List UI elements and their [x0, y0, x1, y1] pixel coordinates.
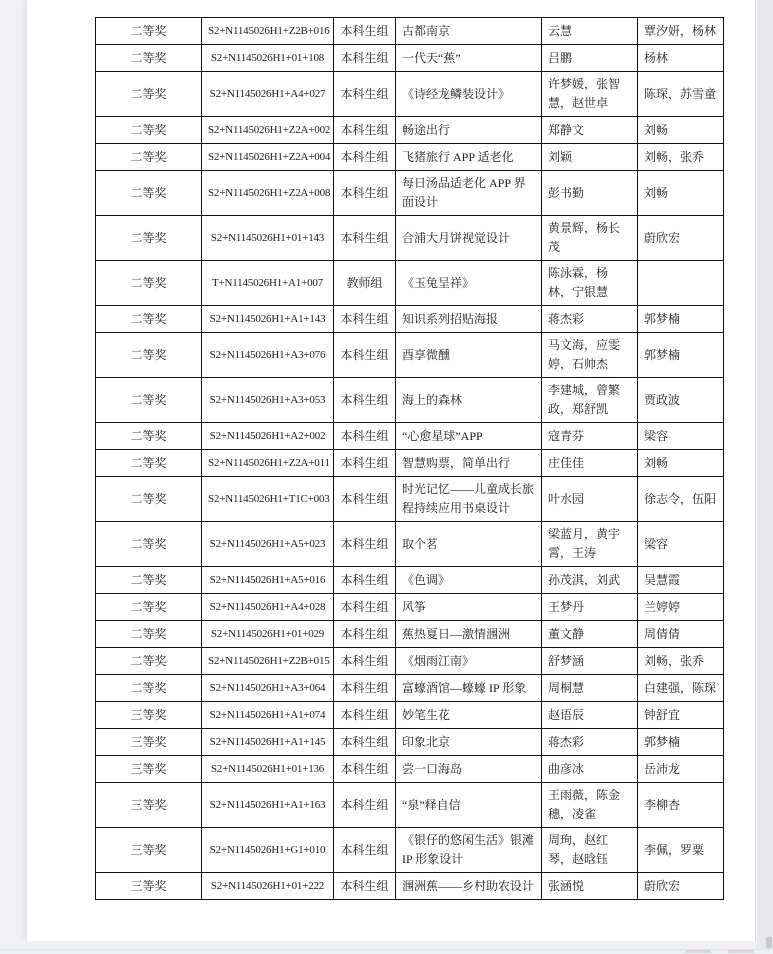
authors-cell: 张涵悦: [542, 873, 638, 900]
awards-table-body: [96, 18, 724, 900]
authors-cell: 黄景辉，杨长茂: [542, 216, 638, 261]
authors-cell: 彭书勤: [542, 171, 638, 216]
horizontal-scrollbar-thumb[interactable]: [685, 950, 711, 953]
title-cell: 智慧购票，简单出行: [396, 450, 542, 477]
table-row: [96, 333, 724, 378]
right-margin-area: [757, 0, 773, 954]
authors-cell: 赵语辰: [542, 702, 638, 729]
authors-cell: 周珣，赵红琴，赵晗钰: [542, 828, 638, 873]
group-cell: 本科生组: [334, 873, 396, 900]
advisors-cell: 刘畅，张乔: [638, 144, 724, 171]
authors-cell: 孙茂淇，刘武: [542, 567, 638, 594]
group-cell: 本科生组: [334, 450, 396, 477]
award-cell: 三等奖: [96, 783, 202, 828]
group-cell: 本科生组: [334, 828, 396, 873]
table-row: [96, 873, 724, 900]
award-cell: 二等奖: [96, 333, 202, 378]
table-row: [96, 378, 724, 423]
advisors-cell: 杨林: [638, 45, 724, 72]
code-cell: S2+N1145026H1+01+143: [202, 216, 334, 261]
authors-cell: 许梦媛，张智慧，赵世卓: [542, 72, 638, 117]
title-cell: 知识系列招贴海报: [396, 306, 542, 333]
group-cell: 本科生组: [334, 675, 396, 702]
advisors-cell: 刘畅: [638, 171, 724, 216]
code-cell: S2+N1145026H1+Z2A+008: [202, 171, 334, 216]
award-cell: 二等奖: [96, 117, 202, 144]
code-cell: S2+N1145026H1+A4+028: [202, 594, 334, 621]
award-cell: 二等奖: [96, 621, 202, 648]
advisors-cell: 蔚欣宏: [638, 216, 724, 261]
title-cell: 富蠔酒馆—蠔蠔 IP 形象: [396, 675, 542, 702]
awards-table: [95, 17, 724, 900]
code-cell: S2+N1145026H1+A5+023: [202, 522, 334, 567]
advisors-cell: 岳沛龙: [638, 756, 724, 783]
award-cell: 二等奖: [96, 594, 202, 621]
table-row: [96, 675, 724, 702]
title-cell: 《诗经龙鳞装设计》: [396, 72, 542, 117]
document-page: [27, 0, 756, 941]
table-row: [96, 729, 724, 756]
code-cell: S2+N1145026H1+A1+074: [202, 702, 334, 729]
table-row: [96, 828, 724, 873]
title-cell: 妙笔生花: [396, 702, 542, 729]
code-cell: S2+N1145026H1+01+136: [202, 756, 334, 783]
title-cell: 风筝: [396, 594, 542, 621]
advisors-cell: [638, 261, 724, 306]
authors-cell: 董文静: [542, 621, 638, 648]
code-cell: S2+N1145026H1+01+222: [202, 873, 334, 900]
group-cell: 本科生组: [334, 783, 396, 828]
award-cell: 二等奖: [96, 423, 202, 450]
title-cell: 酉享微醺: [396, 333, 542, 378]
group-cell: 本科生组: [334, 18, 396, 45]
authors-cell: 寇青芬: [542, 423, 638, 450]
advisors-cell: 郭梦楠: [638, 306, 724, 333]
title-cell: 《色调》: [396, 567, 542, 594]
group-cell: 本科生组: [334, 756, 396, 783]
authors-cell: 王雨薇，陈金穗，凌雀: [542, 783, 638, 828]
award-cell: 二等奖: [96, 450, 202, 477]
table-row: [96, 522, 724, 567]
table-row: [96, 567, 724, 594]
table-row: [96, 756, 724, 783]
title-cell: 取个茗: [396, 522, 542, 567]
advisors-cell: 梁容: [638, 522, 724, 567]
award-cell: 二等奖: [96, 45, 202, 72]
award-cell: 二等奖: [96, 648, 202, 675]
code-cell: S2+N1145026H1+A3+064: [202, 675, 334, 702]
authors-cell: 庄佳佳: [542, 450, 638, 477]
table-row: [96, 783, 724, 828]
horizontal-scrollbar-track[interactable]: [0, 949, 773, 954]
award-cell: 二等奖: [96, 171, 202, 216]
code-cell: S2+N1145026H1+A1+143: [202, 306, 334, 333]
group-cell: 教师组: [334, 261, 396, 306]
award-cell: 二等奖: [96, 306, 202, 333]
table-row: [96, 72, 724, 117]
horizontal-scrollbar-thumb[interactable]: [728, 950, 754, 953]
advisors-cell: 刘畅: [638, 117, 724, 144]
table-row: [96, 18, 724, 45]
title-cell: 《银仔的悠闲生活》银滩 IP 形象设计: [396, 828, 542, 873]
authors-cell: 蒋杰彩: [542, 306, 638, 333]
award-cell: 二等奖: [96, 72, 202, 117]
table-row: [96, 594, 724, 621]
authors-cell: 郑静文: [542, 117, 638, 144]
group-cell: 本科生组: [334, 621, 396, 648]
title-cell: 印象北京: [396, 729, 542, 756]
authors-cell: 曲彦冰: [542, 756, 638, 783]
title-cell: 时光记忆——儿童成长旅程持续应用书桌设计: [396, 477, 542, 522]
group-cell: 本科生组: [334, 72, 396, 117]
code-cell: S2+N1145026H1+Z2B+015: [202, 648, 334, 675]
award-cell: 二等奖: [96, 378, 202, 423]
authors-cell: 舒梦涵: [542, 648, 638, 675]
group-cell: 本科生组: [334, 648, 396, 675]
award-cell: 二等奖: [96, 567, 202, 594]
code-cell: S2+N1145026H1+01+029: [202, 621, 334, 648]
group-cell: 本科生组: [334, 216, 396, 261]
vertical-scrollbar-thumb[interactable]: [766, 937, 772, 948]
code-cell: S2+N1145026H1+Z2A+002: [202, 117, 334, 144]
table-row: [96, 171, 724, 216]
title-cell: 蕉热夏日—激情涠洲: [396, 621, 542, 648]
title-cell: 一代天“蕉”: [396, 45, 542, 72]
group-cell: 本科生组: [334, 423, 396, 450]
award-cell: 二等奖: [96, 144, 202, 171]
code-cell: S2+N1145026H1+A3+076: [202, 333, 334, 378]
title-cell: 每日汤品适老化 APP 界面设计: [396, 171, 542, 216]
advisors-cell: 陈琛，苏雪童: [638, 72, 724, 117]
title-cell: 合浦大月饼视觉设计: [396, 216, 542, 261]
authors-cell: 李建城，曾繁政，郑舒凯: [542, 378, 638, 423]
table-row: [96, 45, 724, 72]
advisors-cell: 徐志令，伍阳: [638, 477, 724, 522]
group-cell: 本科生组: [334, 144, 396, 171]
award-cell: 三等奖: [96, 828, 202, 873]
advisors-cell: 钟舒宜: [638, 702, 724, 729]
code-cell: S2+N1145026H1+Z2A+011: [202, 450, 334, 477]
title-cell: 《玉兔呈祥》: [396, 261, 542, 306]
group-cell: 本科生组: [334, 333, 396, 378]
table-row: [96, 306, 724, 333]
advisors-cell: 梁容: [638, 423, 724, 450]
award-cell: 二等奖: [96, 522, 202, 567]
award-cell: 三等奖: [96, 873, 202, 900]
advisors-cell: 蔚欣宏: [638, 873, 724, 900]
group-cell: 本科生组: [334, 522, 396, 567]
award-cell: 二等奖: [96, 261, 202, 306]
table-row: [96, 621, 724, 648]
code-cell: S2+N1145026H1+Z2B+016: [202, 18, 334, 45]
authors-cell: 云慧: [542, 18, 638, 45]
authors-cell: 陈泳霖，杨林，宁银慧: [542, 261, 638, 306]
table-row: [96, 117, 724, 144]
advisors-cell: 刘畅: [638, 450, 724, 477]
code-cell: S2+N1145026H1+A1+163: [202, 783, 334, 828]
authors-cell: 王梦丹: [542, 594, 638, 621]
advisors-cell: 刘畅，张乔: [638, 648, 724, 675]
table-row: [96, 423, 724, 450]
advisors-cell: 郭梦楠: [638, 333, 724, 378]
code-cell: S2+N1145026H1+A3+053: [202, 378, 334, 423]
authors-cell: 周桐慧: [542, 675, 638, 702]
group-cell: 本科生组: [334, 477, 396, 522]
title-cell: 古都南京: [396, 18, 542, 45]
code-cell: S2+N1145026H1+A1+145: [202, 729, 334, 756]
advisors-cell: 吴慧霞: [638, 567, 724, 594]
authors-cell: 叶水园: [542, 477, 638, 522]
award-cell: 二等奖: [96, 675, 202, 702]
title-cell: 畅途出行: [396, 117, 542, 144]
advisors-cell: 贾政波: [638, 378, 724, 423]
group-cell: 本科生组: [334, 117, 396, 144]
group-cell: 本科生组: [334, 306, 396, 333]
code-cell: S2+N1145026H1+A5+016: [202, 567, 334, 594]
authors-cell: 蒋杰彩: [542, 729, 638, 756]
advisors-cell: 周倩倩: [638, 621, 724, 648]
title-cell: 飞猪旅行 APP 适老化: [396, 144, 542, 171]
code-cell: S2+N1145026H1+A4+027: [202, 72, 334, 117]
award-cell: 三等奖: [96, 756, 202, 783]
table-row: [96, 648, 724, 675]
award-cell: 三等奖: [96, 702, 202, 729]
code-cell: T+N1145026H1+A1+007: [202, 261, 334, 306]
advisors-cell: 郭梦楠: [638, 729, 724, 756]
table-row: [96, 261, 724, 306]
advisors-cell: 覃汐妍，杨林: [638, 18, 724, 45]
group-cell: 本科生组: [334, 729, 396, 756]
title-cell: 涠洲蕉——乡村助农设计: [396, 873, 542, 900]
title-cell: 尝一口海岛: [396, 756, 542, 783]
table-row: [96, 477, 724, 522]
table-row: [96, 216, 724, 261]
code-cell: S2+N1145026H1+T1C+003: [202, 477, 334, 522]
table-row: [96, 702, 724, 729]
code-cell: S2+N1145026H1+G1+010: [202, 828, 334, 873]
code-cell: S2+N1145026H1+01+108: [202, 45, 334, 72]
award-cell: 二等奖: [96, 477, 202, 522]
advisors-cell: 李柳杏: [638, 783, 724, 828]
table-row: [96, 450, 724, 477]
group-cell: 本科生组: [334, 171, 396, 216]
title-cell: 《烟雨江南》: [396, 648, 542, 675]
code-cell: S2+N1145026H1+Z2A+004: [202, 144, 334, 171]
advisors-cell: 李佩，罗粟: [638, 828, 724, 873]
group-cell: 本科生组: [334, 567, 396, 594]
group-cell: 本科生组: [334, 594, 396, 621]
authors-cell: 刘颖: [542, 144, 638, 171]
title-cell: 海上的森林: [396, 378, 542, 423]
award-cell: 二等奖: [96, 18, 202, 45]
authors-cell: 马文海，应雯婷，石帅杰: [542, 333, 638, 378]
award-cell: 二等奖: [96, 216, 202, 261]
group-cell: 本科生组: [334, 378, 396, 423]
authors-cell: 吕鹏: [542, 45, 638, 72]
title-cell: “泉”释自信: [396, 783, 542, 828]
group-cell: 本科生组: [334, 702, 396, 729]
award-cell: 三等奖: [96, 729, 202, 756]
advisors-cell: 白建强，陈琛: [638, 675, 724, 702]
title-cell: “心愈星球”APP: [396, 423, 542, 450]
code-cell: S2+N1145026H1+A2+002: [202, 423, 334, 450]
table-row: [96, 144, 724, 171]
group-cell: 本科生组: [334, 45, 396, 72]
advisors-cell: 兰婷婷: [638, 594, 724, 621]
authors-cell: 梁蓝月，黄宇霄，王涛: [542, 522, 638, 567]
